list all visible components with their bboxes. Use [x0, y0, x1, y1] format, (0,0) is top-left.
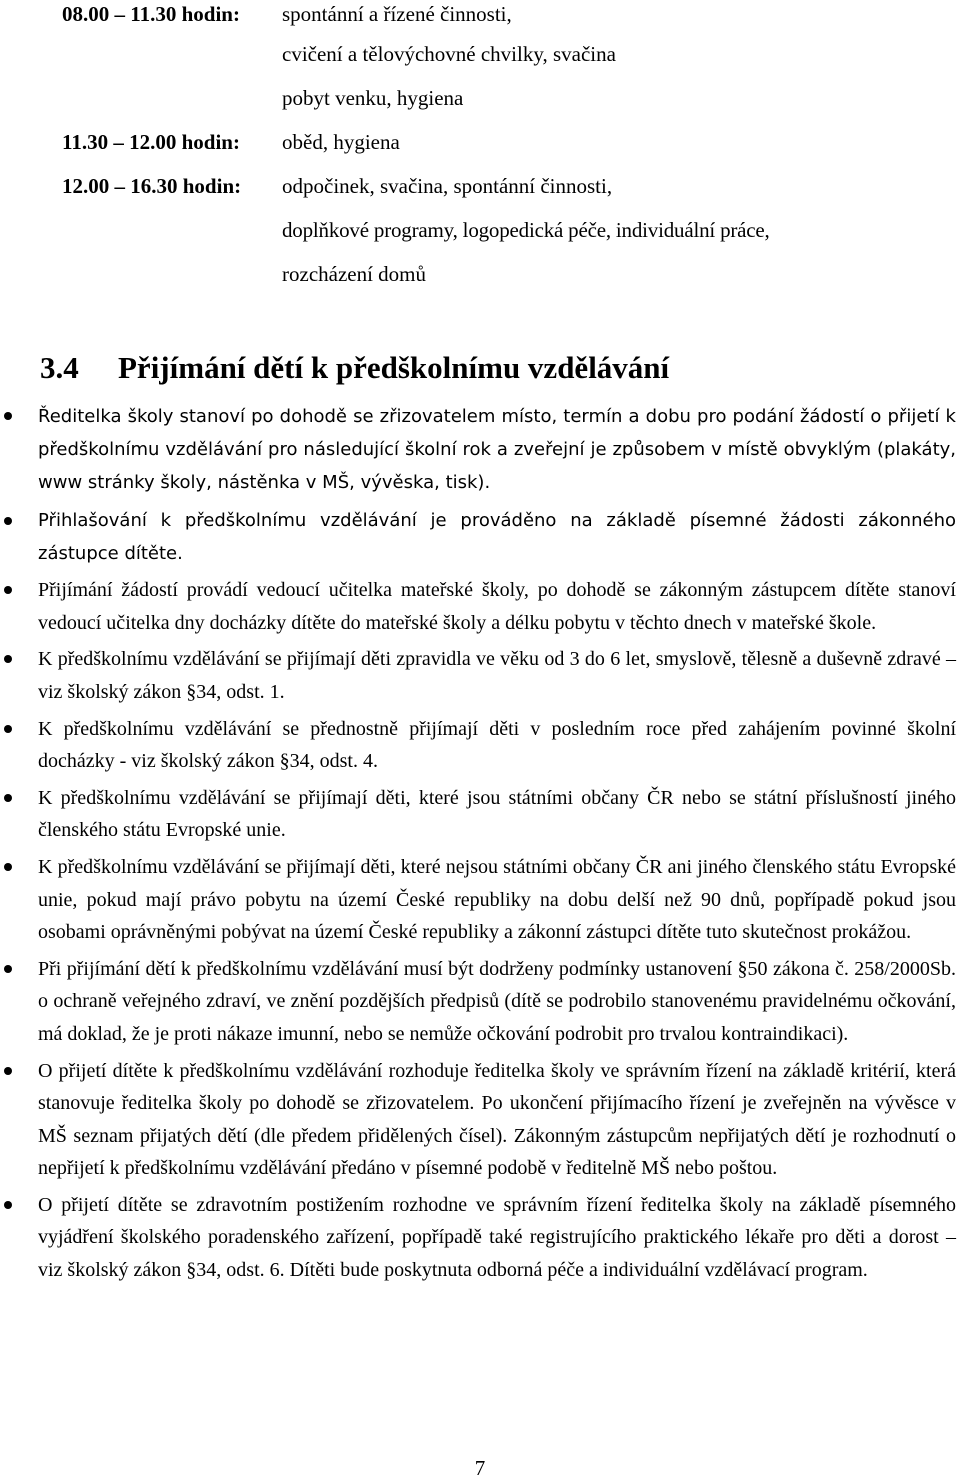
bullet-icon [4, 863, 12, 871]
schedule-activity: oběd, hygiena [282, 130, 400, 154]
list-item-text: Přihlašování k předškolnímu vzdělávání je prováděno na základě písemné žádosti zákonného zástupce dítěte. [38, 510, 956, 564]
daily-schedule [62, 0, 942, 296]
schedule-row [62, 164, 942, 208]
schedule-activity: pobyt venku, hygiena [282, 86, 464, 110]
schedule-time: 11.30 – 12.00 hodin: [62, 130, 240, 154]
list-item [0, 1189, 960, 1287]
list-item [0, 505, 960, 570]
schedule-row [62, 208, 942, 252]
list-item [0, 643, 960, 708]
schedule-activity: rozcházení domů [282, 262, 427, 286]
page-number: 7 [474, 1456, 486, 1480]
list-item [0, 713, 960, 778]
bullet-icon [4, 1067, 12, 1075]
section-heading [40, 345, 669, 391]
schedule-row [62, 32, 942, 76]
bullet-icon [4, 586, 12, 594]
bullet-icon [4, 725, 12, 733]
bullet-icon [4, 794, 12, 802]
list-item-text: K předškolnímu vzdělávání se přijímají děti zpravidla ve věku od 3 do 6 let, smyslově, tělesně a duševně zdravé – viz školský zákon §34, odst. 1. [38, 648, 956, 703]
section-title: Přijímání dětí k předškolnímu vzdělávání [118, 350, 670, 385]
list-item [0, 953, 960, 1051]
admission-rules-list [0, 400, 960, 1287]
schedule-activity: cvičení a tělovýchovné chvilky, svačina [282, 42, 616, 66]
list-item [0, 574, 960, 639]
list-item-text: Při přijímání dětí k předškolnímu vzdělávání musí být dodrženy podmínky ustanovení §50 zákona č. 258/2000Sb. o ochraně veřejného zdraví, ve znění pozdějších předpisů (dítě se podrobilo stanovenému pravidelnému očkování, má doklad, že je proti nákaze imunní, nebo se nemůže očkování podrobit pro trvalou kontraindikaci). [38, 957, 956, 1045]
list-item-text: O přijetí dítěte k předškolnímu vzdělávání rozhoduje ředitelka školy ve správním řízení na základě kritérií, která stanovuje ředitelka školy po dohodě se zřizovatelem. Po ukončení přijímacího řízení je zveřejněn na vývěsce v MŠ seznam přijatých dětí (dle předem přidělených čísel). Zákonným zástupcům nepřijatých dětí je rozhodnutí o nepřijetí k předškolnímu vzdělávání předáno v písemné podobě v ředitelně MŠ nebo poštou. [38, 1059, 956, 1180]
schedule-time: 08.00 – 11.30 hodin: [62, 2, 240, 26]
list-item-text: K předškolnímu vzdělávání se přijímají děti, které nejsou státními občany ČR ani jiného členského státu Evropské unie, pokud mají právo pobytu na území České republiky na dobu delší než 90 dnů, popřípadě pokud jsou osobami oprávněnými pobývat na území České republiky a zákonní zástupci dítěte tuto skutečnost prokážou. [38, 855, 956, 944]
list-item [0, 782, 960, 847]
list-item-text: K předškolnímu vzdělávání se přijímají děti, které jsou státními občany ČR nebo se státní příslušností jiného členského státu Evropské unie. [38, 786, 956, 842]
list-item [0, 400, 960, 499]
list-item-text: Přijímání žádostí provádí vedoucí učitelka mateřské školy, po dohodě se zákonným zástupcem dítěte stanoví vedoucí učitelka dny docházky dítěte do mateřské školy a délku pobytu v těchto dnech v mateřské škole. [38, 579, 956, 634]
bullet-icon [4, 1201, 12, 1209]
list-item-text: O přijetí dítěte se zdravotním postižením rozhodne ve správním řízení ředitelka školy na základě písemného vyjádření školského poradenského zařízení, popřípadě také registrujícího praktického lékaře pro děti a dorost – viz školský zákon §34, odst. 6. Dítěti bude poskytnuta odborná péče a individuální vzdělávací program. [38, 1193, 956, 1282]
schedule-activity: spontánní a řízené činnosti, [282, 2, 512, 26]
list-item [0, 1055, 960, 1185]
schedule-time: 12.00 – 16.30 hodin: [62, 174, 242, 198]
section-number: 3.4 [40, 350, 79, 385]
list-item [0, 851, 960, 949]
bullet-icon [4, 655, 12, 663]
list-item-text: Ředitelka školy stanoví po dohodě se zřizovatelem místo, termín a dobu pro podání žádostí o přijetí k předškolnímu vzdělávání pro následující školní rok a zveřejní je způsobem v místě obvyklým (plakáty, www stránky školy, nástěnka v MŠ, vývěska, tisk). [38, 406, 956, 493]
schedule-row [62, 0, 942, 32]
schedule-row [62, 120, 942, 164]
list-item-text: K předškolnímu vzdělávání se přednostně přijímají děti v posledním roce před zahájením povinné školní docházky - viz školský zákon §34, odst. 4. [38, 717, 956, 773]
schedule-row [62, 76, 942, 120]
bullet-icon [4, 965, 12, 973]
schedule-activity: odpočinek, svačina, spontánní činnosti, [282, 174, 613, 198]
bullet-icon [4, 517, 12, 525]
schedule-row [62, 252, 942, 296]
bullet-icon [4, 412, 12, 420]
schedule-activity: doplňkové programy, logopedická péče, individuální práce, [282, 218, 770, 242]
